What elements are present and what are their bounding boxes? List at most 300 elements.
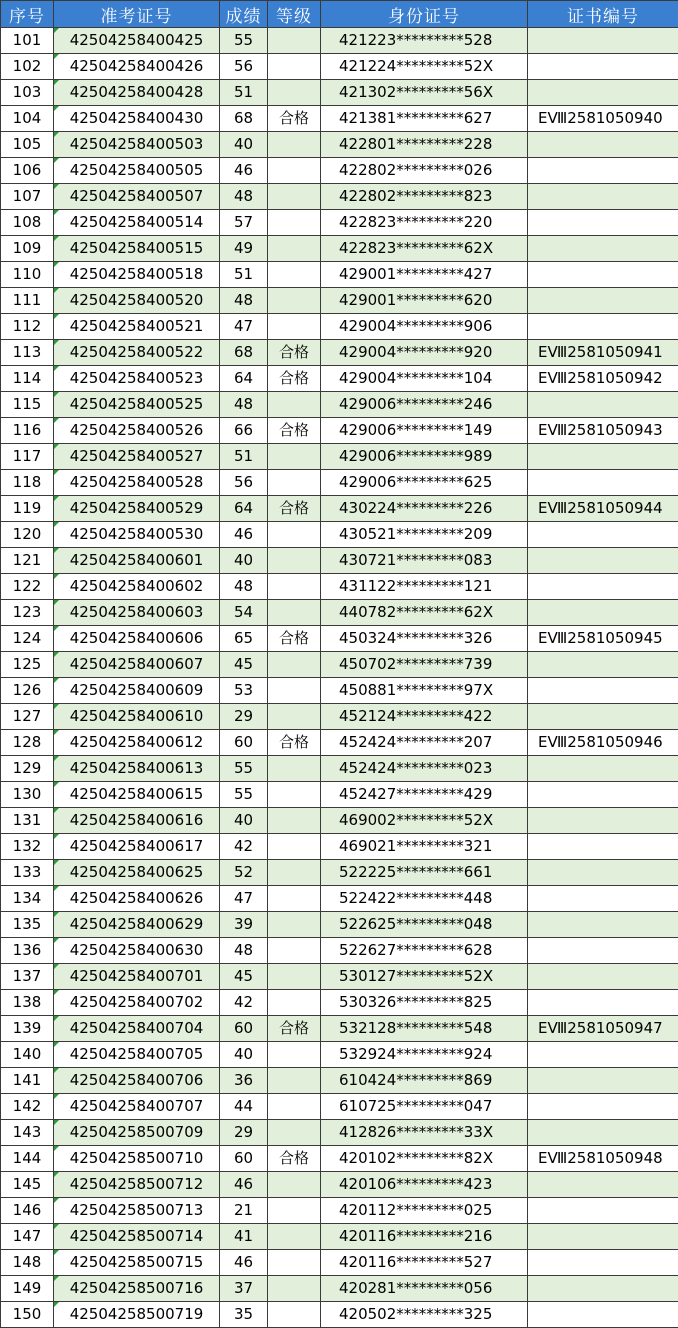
cell-id-no[interactable]: 420106*********423: [321, 1172, 528, 1198]
cell-cert-no[interactable]: [528, 1276, 678, 1302]
cell-exam-no[interactable]: 42504258400525: [54, 392, 220, 418]
cell-id-no[interactable]: 452124*********422: [321, 704, 528, 730]
cell-grade[interactable]: [268, 678, 321, 704]
cell-id-no[interactable]: 452424*********207: [321, 730, 528, 756]
cell-exam-no[interactable]: 42504258400521: [54, 314, 220, 340]
cell-exam-no[interactable]: 42504258400514: [54, 210, 220, 236]
cell-grade[interactable]: [268, 28, 321, 54]
cell-seq[interactable]: 118: [1, 470, 54, 496]
cell-cert-no[interactable]: EⅧ2581050945: [528, 626, 678, 652]
cell-id-no[interactable]: 420102*********82X: [321, 1146, 528, 1172]
cell-grade[interactable]: 合格: [268, 626, 321, 652]
cell-seq[interactable]: 119: [1, 496, 54, 522]
cell-score[interactable]: 60: [220, 1146, 268, 1172]
cell-cert-no[interactable]: [528, 236, 678, 262]
cell-cert-no[interactable]: [528, 964, 678, 990]
cell-id-no[interactable]: 431122*********121: [321, 574, 528, 600]
cell-exam-no[interactable]: 42504258400603: [54, 600, 220, 626]
cell-exam-no[interactable]: 42504258400529: [54, 496, 220, 522]
cell-score[interactable]: 35: [220, 1302, 268, 1328]
cell-cert-no[interactable]: [528, 834, 678, 860]
cell-score[interactable]: 68: [220, 340, 268, 366]
cell-grade[interactable]: [268, 1120, 321, 1146]
cell-exam-no[interactable]: 42504258400518: [54, 262, 220, 288]
cell-grade[interactable]: 合格: [268, 340, 321, 366]
header-grade[interactable]: 等级: [268, 1, 321, 28]
cell-id-no[interactable]: 421223*********528: [321, 28, 528, 54]
cell-seq[interactable]: 130: [1, 782, 54, 808]
cell-grade[interactable]: [268, 210, 321, 236]
cell-cert-no[interactable]: [528, 1094, 678, 1120]
cell-id-no[interactable]: 429001*********620: [321, 288, 528, 314]
cell-id-no[interactable]: 420281*********056: [321, 1276, 528, 1302]
cell-seq[interactable]: 117: [1, 444, 54, 470]
cell-id-no[interactable]: 522422*********448: [321, 886, 528, 912]
cell-exam-no[interactable]: 42504258400602: [54, 574, 220, 600]
cell-id-no[interactable]: 420112*********025: [321, 1198, 528, 1224]
cell-seq[interactable]: 150: [1, 1302, 54, 1328]
cell-score[interactable]: 64: [220, 496, 268, 522]
cell-cert-no[interactable]: [528, 210, 678, 236]
cell-id-no[interactable]: 469021*********321: [321, 834, 528, 860]
cell-exam-no[interactable]: 42504258400527: [54, 444, 220, 470]
cell-score[interactable]: 41: [220, 1224, 268, 1250]
cell-score[interactable]: 49: [220, 236, 268, 262]
cell-cert-no[interactable]: EⅧ2581050944: [528, 496, 678, 522]
cell-cert-no[interactable]: [528, 912, 678, 938]
cell-score[interactable]: 46: [220, 1172, 268, 1198]
cell-id-no[interactable]: 452427*********429: [321, 782, 528, 808]
cell-seq[interactable]: 112: [1, 314, 54, 340]
cell-cert-no[interactable]: [528, 1250, 678, 1276]
cell-score[interactable]: 57: [220, 210, 268, 236]
cell-seq[interactable]: 141: [1, 1068, 54, 1094]
cell-score[interactable]: 44: [220, 1094, 268, 1120]
cell-exam-no[interactable]: 42504258500709: [54, 1120, 220, 1146]
cell-seq[interactable]: 115: [1, 392, 54, 418]
cell-seq[interactable]: 135: [1, 912, 54, 938]
header-score[interactable]: 成绩: [220, 1, 268, 28]
cell-cert-no[interactable]: [528, 1042, 678, 1068]
cell-score[interactable]: 46: [220, 1250, 268, 1276]
cell-cert-no[interactable]: EⅧ2581050942: [528, 366, 678, 392]
cell-grade[interactable]: [268, 1172, 321, 1198]
cell-seq[interactable]: 138: [1, 990, 54, 1016]
cell-cert-no[interactable]: [528, 678, 678, 704]
cell-grade[interactable]: [268, 1302, 321, 1328]
cell-id-no[interactable]: 429006*********149: [321, 418, 528, 444]
cell-id-no[interactable]: 422802*********026: [321, 158, 528, 184]
cell-id-no[interactable]: 450702*********739: [321, 652, 528, 678]
cell-score[interactable]: 48: [220, 288, 268, 314]
cell-exam-no[interactable]: 42504258400701: [54, 964, 220, 990]
cell-exam-no[interactable]: 42504258400705: [54, 1042, 220, 1068]
cell-score[interactable]: 56: [220, 470, 268, 496]
cell-exam-no[interactable]: 42504258400425: [54, 28, 220, 54]
cell-seq[interactable]: 120: [1, 522, 54, 548]
cell-cert-no[interactable]: [528, 704, 678, 730]
cell-id-no[interactable]: 429004*********920: [321, 340, 528, 366]
cell-seq[interactable]: 124: [1, 626, 54, 652]
cell-seq[interactable]: 111: [1, 288, 54, 314]
cell-score[interactable]: 40: [220, 808, 268, 834]
cell-exam-no[interactable]: 42504258400522: [54, 340, 220, 366]
cell-cert-no[interactable]: [528, 1068, 678, 1094]
cell-score[interactable]: 40: [220, 1042, 268, 1068]
cell-cert-no[interactable]: [528, 184, 678, 210]
cell-seq[interactable]: 102: [1, 54, 54, 80]
cell-cert-no[interactable]: [528, 548, 678, 574]
cell-score[interactable]: 55: [220, 28, 268, 54]
cell-grade[interactable]: [268, 964, 321, 990]
cell-seq[interactable]: 109: [1, 236, 54, 262]
cell-score[interactable]: 64: [220, 366, 268, 392]
cell-cert-no[interactable]: [528, 808, 678, 834]
cell-exam-no[interactable]: 42504258400523: [54, 366, 220, 392]
cell-id-no[interactable]: 422802*********823: [321, 184, 528, 210]
cell-id-no[interactable]: 452424*********023: [321, 756, 528, 782]
cell-exam-no[interactable]: 42504258400606: [54, 626, 220, 652]
header-exam-no[interactable]: 准考证号: [54, 1, 220, 28]
cell-grade[interactable]: [268, 262, 321, 288]
cell-exam-no[interactable]: 42504258400707: [54, 1094, 220, 1120]
cell-grade[interactable]: [268, 392, 321, 418]
cell-grade[interactable]: [268, 80, 321, 106]
cell-seq[interactable]: 133: [1, 860, 54, 886]
cell-seq[interactable]: 136: [1, 938, 54, 964]
cell-score[interactable]: 45: [220, 652, 268, 678]
cell-exam-no[interactable]: 42504258400612: [54, 730, 220, 756]
cell-cert-no[interactable]: [528, 860, 678, 886]
cell-cert-no[interactable]: EⅧ2581050947: [528, 1016, 678, 1042]
cell-cert-no[interactable]: [528, 1302, 678, 1328]
cell-cert-no[interactable]: EⅧ2581050943: [528, 418, 678, 444]
cell-grade[interactable]: [268, 834, 321, 860]
cell-id-no[interactable]: 429004*********906: [321, 314, 528, 340]
cell-score[interactable]: 36: [220, 1068, 268, 1094]
cell-id-no[interactable]: 422823*********220: [321, 210, 528, 236]
cell-score[interactable]: 60: [220, 1016, 268, 1042]
cell-id-no[interactable]: 422801*********228: [321, 132, 528, 158]
cell-seq[interactable]: 121: [1, 548, 54, 574]
cell-id-no[interactable]: 532924*********924: [321, 1042, 528, 1068]
cell-grade[interactable]: [268, 990, 321, 1016]
cell-exam-no[interactable]: 42504258400505: [54, 158, 220, 184]
cell-grade[interactable]: [268, 1224, 321, 1250]
cell-grade[interactable]: [268, 132, 321, 158]
cell-grade[interactable]: [268, 886, 321, 912]
cell-grade[interactable]: [268, 444, 321, 470]
cell-grade[interactable]: [268, 600, 321, 626]
cell-exam-no[interactable]: 42504258400507: [54, 184, 220, 210]
cell-seq[interactable]: 113: [1, 340, 54, 366]
cell-seq[interactable]: 122: [1, 574, 54, 600]
cell-id-no[interactable]: 450881*********97X: [321, 678, 528, 704]
cell-grade[interactable]: [268, 860, 321, 886]
cell-exam-no[interactable]: 42504258400702: [54, 990, 220, 1016]
cell-exam-no[interactable]: 42504258400704: [54, 1016, 220, 1042]
cell-cert-no[interactable]: [528, 1172, 678, 1198]
cell-score[interactable]: 29: [220, 704, 268, 730]
cell-score[interactable]: 66: [220, 418, 268, 444]
cell-id-no[interactable]: 430224*********226: [321, 496, 528, 522]
cell-exam-no[interactable]: 42504258400430: [54, 106, 220, 132]
cell-score[interactable]: 48: [220, 574, 268, 600]
cell-exam-no[interactable]: 42504258400617: [54, 834, 220, 860]
cell-cert-no[interactable]: [528, 600, 678, 626]
cell-cert-no[interactable]: [528, 1198, 678, 1224]
cell-grade[interactable]: [268, 54, 321, 80]
cell-id-no[interactable]: 429001*********427: [321, 262, 528, 288]
cell-score[interactable]: 40: [220, 548, 268, 574]
cell-score[interactable]: 29: [220, 1120, 268, 1146]
cell-seq[interactable]: 110: [1, 262, 54, 288]
cell-id-no[interactable]: 530127*********52X: [321, 964, 528, 990]
cell-score[interactable]: 56: [220, 54, 268, 80]
cell-score[interactable]: 51: [220, 444, 268, 470]
cell-id-no[interactable]: 522627*********628: [321, 938, 528, 964]
cell-exam-no[interactable]: 42504258400615: [54, 782, 220, 808]
cell-grade[interactable]: 合格: [268, 730, 321, 756]
cell-exam-no[interactable]: 42504258500710: [54, 1146, 220, 1172]
cell-cert-no[interactable]: [528, 756, 678, 782]
cell-exam-no[interactable]: 42504258400528: [54, 470, 220, 496]
cell-seq[interactable]: 105: [1, 132, 54, 158]
cell-grade[interactable]: [268, 574, 321, 600]
cell-exam-no[interactable]: 42504258400609: [54, 678, 220, 704]
cell-exam-no[interactable]: 42504258400630: [54, 938, 220, 964]
cell-score[interactable]: 42: [220, 990, 268, 1016]
cell-grade[interactable]: [268, 522, 321, 548]
cell-seq[interactable]: 106: [1, 158, 54, 184]
cell-id-no[interactable]: 420502*********325: [321, 1302, 528, 1328]
cell-grade[interactable]: [268, 1068, 321, 1094]
header-seq[interactable]: 序号: [1, 1, 54, 28]
cell-grade[interactable]: 合格: [268, 496, 321, 522]
cell-id-no[interactable]: 522225*********661: [321, 860, 528, 886]
cell-seq[interactable]: 123: [1, 600, 54, 626]
cell-seq[interactable]: 129: [1, 756, 54, 782]
cell-grade[interactable]: [268, 184, 321, 210]
cell-score[interactable]: 46: [220, 522, 268, 548]
cell-seq[interactable]: 127: [1, 704, 54, 730]
cell-cert-no[interactable]: [528, 652, 678, 678]
cell-id-no[interactable]: 421302*********56X: [321, 80, 528, 106]
cell-grade[interactable]: [268, 470, 321, 496]
cell-seq[interactable]: 108: [1, 210, 54, 236]
cell-cert-no[interactable]: [528, 938, 678, 964]
cell-exam-no[interactable]: 42504258400526: [54, 418, 220, 444]
cell-exam-no[interactable]: 42504258400626: [54, 886, 220, 912]
cell-grade[interactable]: [268, 288, 321, 314]
cell-id-no[interactable]: 610725*********047: [321, 1094, 528, 1120]
cell-cert-no[interactable]: [528, 444, 678, 470]
cell-grade[interactable]: 合格: [268, 1146, 321, 1172]
cell-score[interactable]: 45: [220, 964, 268, 990]
cell-exam-no[interactable]: 42504258500714: [54, 1224, 220, 1250]
cell-grade[interactable]: [268, 158, 321, 184]
cell-cert-no[interactable]: [528, 28, 678, 54]
cell-seq[interactable]: 137: [1, 964, 54, 990]
cell-exam-no[interactable]: 42504258400428: [54, 80, 220, 106]
cell-id-no[interactable]: 420116*********216: [321, 1224, 528, 1250]
cell-cert-no[interactable]: EⅧ2581050948: [528, 1146, 678, 1172]
cell-score[interactable]: 55: [220, 756, 268, 782]
cell-exam-no[interactable]: 42504258500716: [54, 1276, 220, 1302]
cell-id-no[interactable]: 421224*********52X: [321, 54, 528, 80]
cell-exam-no[interactable]: 42504258400607: [54, 652, 220, 678]
cell-cert-no[interactable]: [528, 262, 678, 288]
cell-exam-no[interactable]: 42504258400520: [54, 288, 220, 314]
cell-score[interactable]: 47: [220, 886, 268, 912]
cell-exam-no[interactable]: 42504258400610: [54, 704, 220, 730]
cell-grade[interactable]: [268, 1276, 321, 1302]
cell-cert-no[interactable]: [528, 80, 678, 106]
cell-grade[interactable]: 合格: [268, 418, 321, 444]
cell-score[interactable]: 68: [220, 106, 268, 132]
cell-seq[interactable]: 107: [1, 184, 54, 210]
cell-grade[interactable]: [268, 782, 321, 808]
cell-grade[interactable]: [268, 938, 321, 964]
cell-score[interactable]: 51: [220, 80, 268, 106]
cell-score[interactable]: 53: [220, 678, 268, 704]
cell-seq[interactable]: 142: [1, 1094, 54, 1120]
cell-score[interactable]: 48: [220, 184, 268, 210]
cell-score[interactable]: 60: [220, 730, 268, 756]
cell-exam-no[interactable]: 42504258500715: [54, 1250, 220, 1276]
cell-seq[interactable]: 104: [1, 106, 54, 132]
cell-score[interactable]: 65: [220, 626, 268, 652]
cell-id-no[interactable]: 429006*********625: [321, 470, 528, 496]
cell-score[interactable]: 48: [220, 938, 268, 964]
cell-score[interactable]: 39: [220, 912, 268, 938]
cell-score[interactable]: 21: [220, 1198, 268, 1224]
cell-exam-no[interactable]: 42504258400616: [54, 808, 220, 834]
cell-seq[interactable]: 145: [1, 1172, 54, 1198]
cell-cert-no[interactable]: [528, 522, 678, 548]
cell-cert-no[interactable]: EⅧ2581050946: [528, 730, 678, 756]
cell-cert-no[interactable]: [528, 990, 678, 1016]
cell-seq[interactable]: 143: [1, 1120, 54, 1146]
cell-id-no[interactable]: 532128*********548: [321, 1016, 528, 1042]
cell-seq[interactable]: 101: [1, 28, 54, 54]
cell-id-no[interactable]: 440782*********62X: [321, 600, 528, 626]
cell-exam-no[interactable]: 42504258400530: [54, 522, 220, 548]
cell-cert-no[interactable]: [528, 54, 678, 80]
cell-grade[interactable]: [268, 704, 321, 730]
cell-seq[interactable]: 147: [1, 1224, 54, 1250]
header-cert-no[interactable]: 证书编号: [528, 1, 678, 28]
cell-cert-no[interactable]: EⅧ2581050940: [528, 106, 678, 132]
cell-cert-no[interactable]: [528, 470, 678, 496]
cell-score[interactable]: 47: [220, 314, 268, 340]
cell-grade[interactable]: [268, 314, 321, 340]
cell-seq[interactable]: 128: [1, 730, 54, 756]
cell-score[interactable]: 54: [220, 600, 268, 626]
cell-score[interactable]: 46: [220, 158, 268, 184]
cell-score[interactable]: 40: [220, 132, 268, 158]
cell-cert-no[interactable]: [528, 1120, 678, 1146]
cell-seq[interactable]: 140: [1, 1042, 54, 1068]
cell-seq[interactable]: 148: [1, 1250, 54, 1276]
cell-score[interactable]: 52: [220, 860, 268, 886]
cell-score[interactable]: 55: [220, 782, 268, 808]
cell-cert-no[interactable]: [528, 782, 678, 808]
cell-id-no[interactable]: 450324*********326: [321, 626, 528, 652]
cell-exam-no[interactable]: 42504258500719: [54, 1302, 220, 1328]
cell-exam-no[interactable]: 42504258400503: [54, 132, 220, 158]
cell-exam-no[interactable]: 42504258400613: [54, 756, 220, 782]
cell-score[interactable]: 51: [220, 262, 268, 288]
cell-id-no[interactable]: 429006*********989: [321, 444, 528, 470]
cell-seq[interactable]: 149: [1, 1276, 54, 1302]
cell-id-no[interactable]: 429004*********104: [321, 366, 528, 392]
cell-grade[interactable]: [268, 912, 321, 938]
cell-cert-no[interactable]: [528, 392, 678, 418]
cell-cert-no[interactable]: [528, 886, 678, 912]
cell-seq[interactable]: 103: [1, 80, 54, 106]
cell-grade[interactable]: [268, 1198, 321, 1224]
cell-id-no[interactable]: 429006*********246: [321, 392, 528, 418]
cell-seq[interactable]: 132: [1, 834, 54, 860]
cell-exam-no[interactable]: 42504258400629: [54, 912, 220, 938]
cell-id-no[interactable]: 530326*********825: [321, 990, 528, 1016]
cell-grade[interactable]: 合格: [268, 106, 321, 132]
cell-grade[interactable]: [268, 236, 321, 262]
cell-cert-no[interactable]: [528, 158, 678, 184]
cell-id-no[interactable]: 469002*********52X: [321, 808, 528, 834]
cell-grade[interactable]: [268, 652, 321, 678]
cell-score[interactable]: 48: [220, 392, 268, 418]
cell-cert-no[interactable]: [528, 132, 678, 158]
cell-grade[interactable]: [268, 548, 321, 574]
cell-grade[interactable]: [268, 756, 321, 782]
cell-score[interactable]: 37: [220, 1276, 268, 1302]
cell-exam-no[interactable]: 42504258400625: [54, 860, 220, 886]
cell-seq[interactable]: 134: [1, 886, 54, 912]
cell-exam-no[interactable]: 42504258400706: [54, 1068, 220, 1094]
cell-id-no[interactable]: 610424*********869: [321, 1068, 528, 1094]
cell-grade[interactable]: [268, 1042, 321, 1068]
cell-cert-no[interactable]: [528, 574, 678, 600]
cell-grade[interactable]: [268, 808, 321, 834]
cell-id-no[interactable]: 412826*********33X: [321, 1120, 528, 1146]
cell-grade[interactable]: 合格: [268, 366, 321, 392]
cell-cert-no[interactable]: [528, 314, 678, 340]
cell-seq[interactable]: 131: [1, 808, 54, 834]
cell-grade[interactable]: [268, 1094, 321, 1120]
cell-id-no[interactable]: 420116*********527: [321, 1250, 528, 1276]
cell-score[interactable]: 42: [220, 834, 268, 860]
cell-seq[interactable]: 114: [1, 366, 54, 392]
cell-cert-no[interactable]: [528, 288, 678, 314]
cell-seq[interactable]: 125: [1, 652, 54, 678]
cell-id-no[interactable]: 430521*********209: [321, 522, 528, 548]
cell-seq[interactable]: 146: [1, 1198, 54, 1224]
cell-exam-no[interactable]: 42504258400601: [54, 548, 220, 574]
cell-seq[interactable]: 144: [1, 1146, 54, 1172]
cell-id-no[interactable]: 522625*********048: [321, 912, 528, 938]
header-id-no[interactable]: 身份证号: [321, 1, 528, 28]
cell-grade[interactable]: [268, 1250, 321, 1276]
cell-exam-no[interactable]: 42504258500712: [54, 1172, 220, 1198]
cell-exam-no[interactable]: 42504258400515: [54, 236, 220, 262]
cell-exam-no[interactable]: 42504258400426: [54, 54, 220, 80]
cell-id-no[interactable]: 422823*********62X: [321, 236, 528, 262]
cell-grade[interactable]: 合格: [268, 1016, 321, 1042]
cell-seq[interactable]: 139: [1, 1016, 54, 1042]
cell-id-no[interactable]: 421381*********627: [321, 106, 528, 132]
